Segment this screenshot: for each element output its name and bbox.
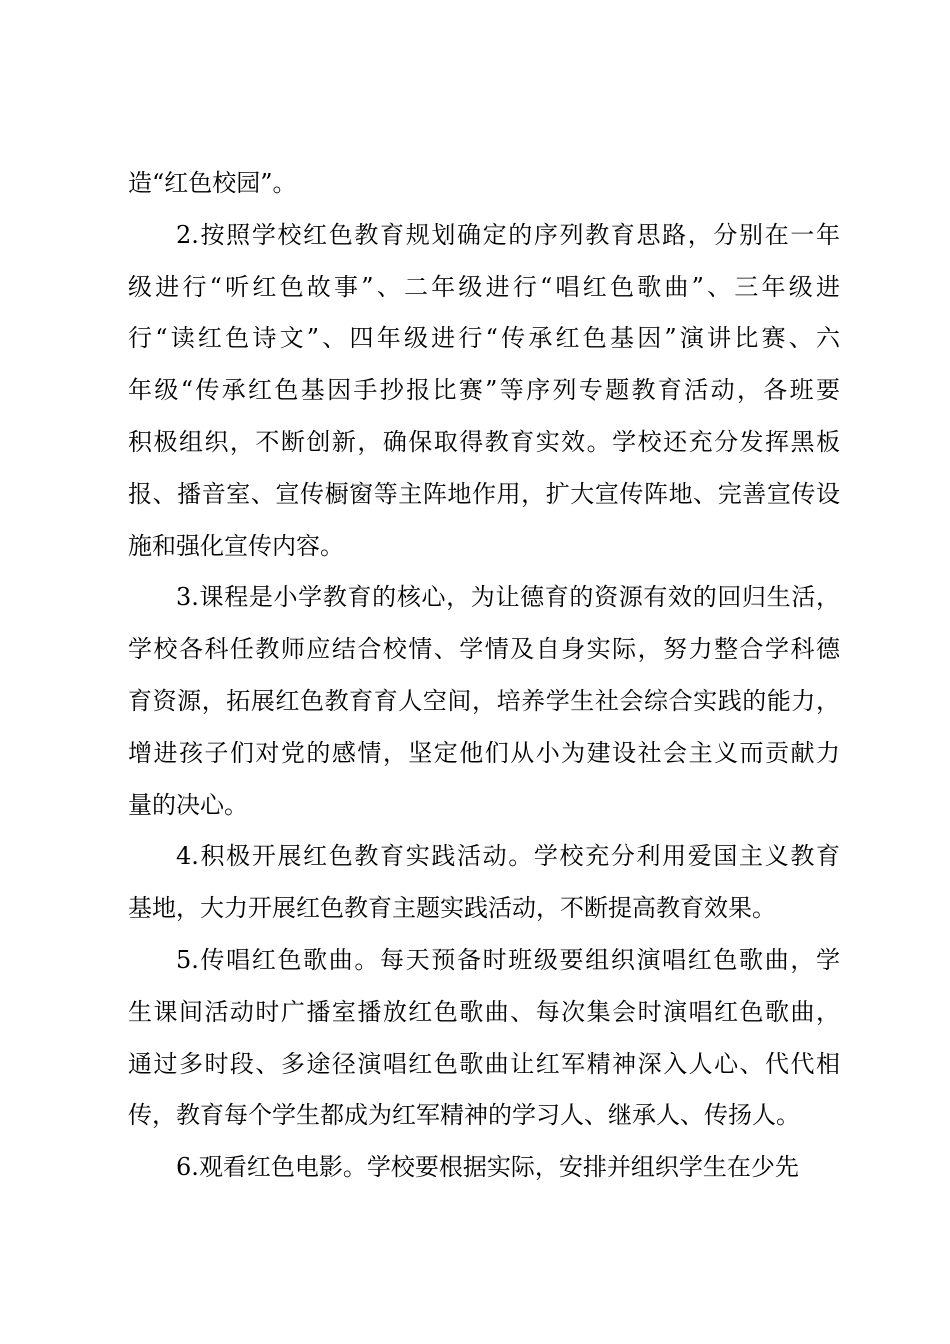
paragraph-line: 造“红色校园”。 — [128, 169, 297, 197]
paragraph-line: 6.观看红色电影。学校要根据实际，安排并组织学生在少先 — [176, 1153, 799, 1182]
paragraph-line: 3.课程是小学教育的核心，为让德育的资源有效的回归生活， — [176, 583, 840, 612]
document-body — [128, 167, 840, 1203]
paragraph-line: 学校各科任教师应结合校情、学情及自身实际，努力整合学科德 — [128, 635, 840, 664]
paragraph-line: 通过多时段、多途径演唱红色歌曲让红军精神深入人心、代代相 — [128, 1049, 840, 1078]
paragraph-line: 5.传唱红色歌曲。每天预备时班级要组织演唱红色歌曲，学 — [176, 945, 840, 974]
paragraph-line: 级进行“听红色故事”、二年级进行“唱红色歌曲”、三年级进 — [128, 272, 840, 301]
paragraph-line: 施和强化宣传内容。 — [128, 531, 344, 560]
paragraph-line: 4.积极开展红色教育实践活动。学校充分利用爱国主义教育 — [176, 842, 840, 871]
paragraph-line: 量的决心。 — [128, 790, 248, 819]
paragraph-line: 生课间活动时广播室播放红色歌曲、每次集会时演唱红色歌曲， — [128, 997, 840, 1026]
paragraph-line: 积极组织，不断创新，确保取得教育实效。学校还充分发挥黑板 — [128, 427, 840, 456]
paragraph-line: 育资源，拓展红色教育育人空间，培养学生社会综合实践的能力， — [128, 686, 840, 715]
paragraph-line: 增进孩子们对党的感情，坚定他们从小为建设社会主义而贡献力 — [128, 738, 840, 767]
paragraph-line: 基地，大力开展红色教育主题实践活动，不断提高教育效果。 — [128, 894, 776, 923]
paragraph-line: 报、播音室、宣传橱窗等主阵地作用，扩大宣传阵地、完善宣传设 — [128, 479, 840, 508]
paragraph-line: 行“读红色诗文”、四年级进行“传承红色基因”演讲比赛、六 — [128, 324, 840, 353]
paragraph-line: 传，教育每个学生都成为红军精神的学习人、继承人、传扬人。 — [128, 1101, 800, 1130]
paragraph-line: 2.按照学校红色教育规划确定的序列教育思路，分别在一年 — [176, 220, 840, 249]
paragraph-line: 年级“传承红色基因手抄报比赛”等序列专题教育活动，各班要 — [128, 376, 840, 405]
